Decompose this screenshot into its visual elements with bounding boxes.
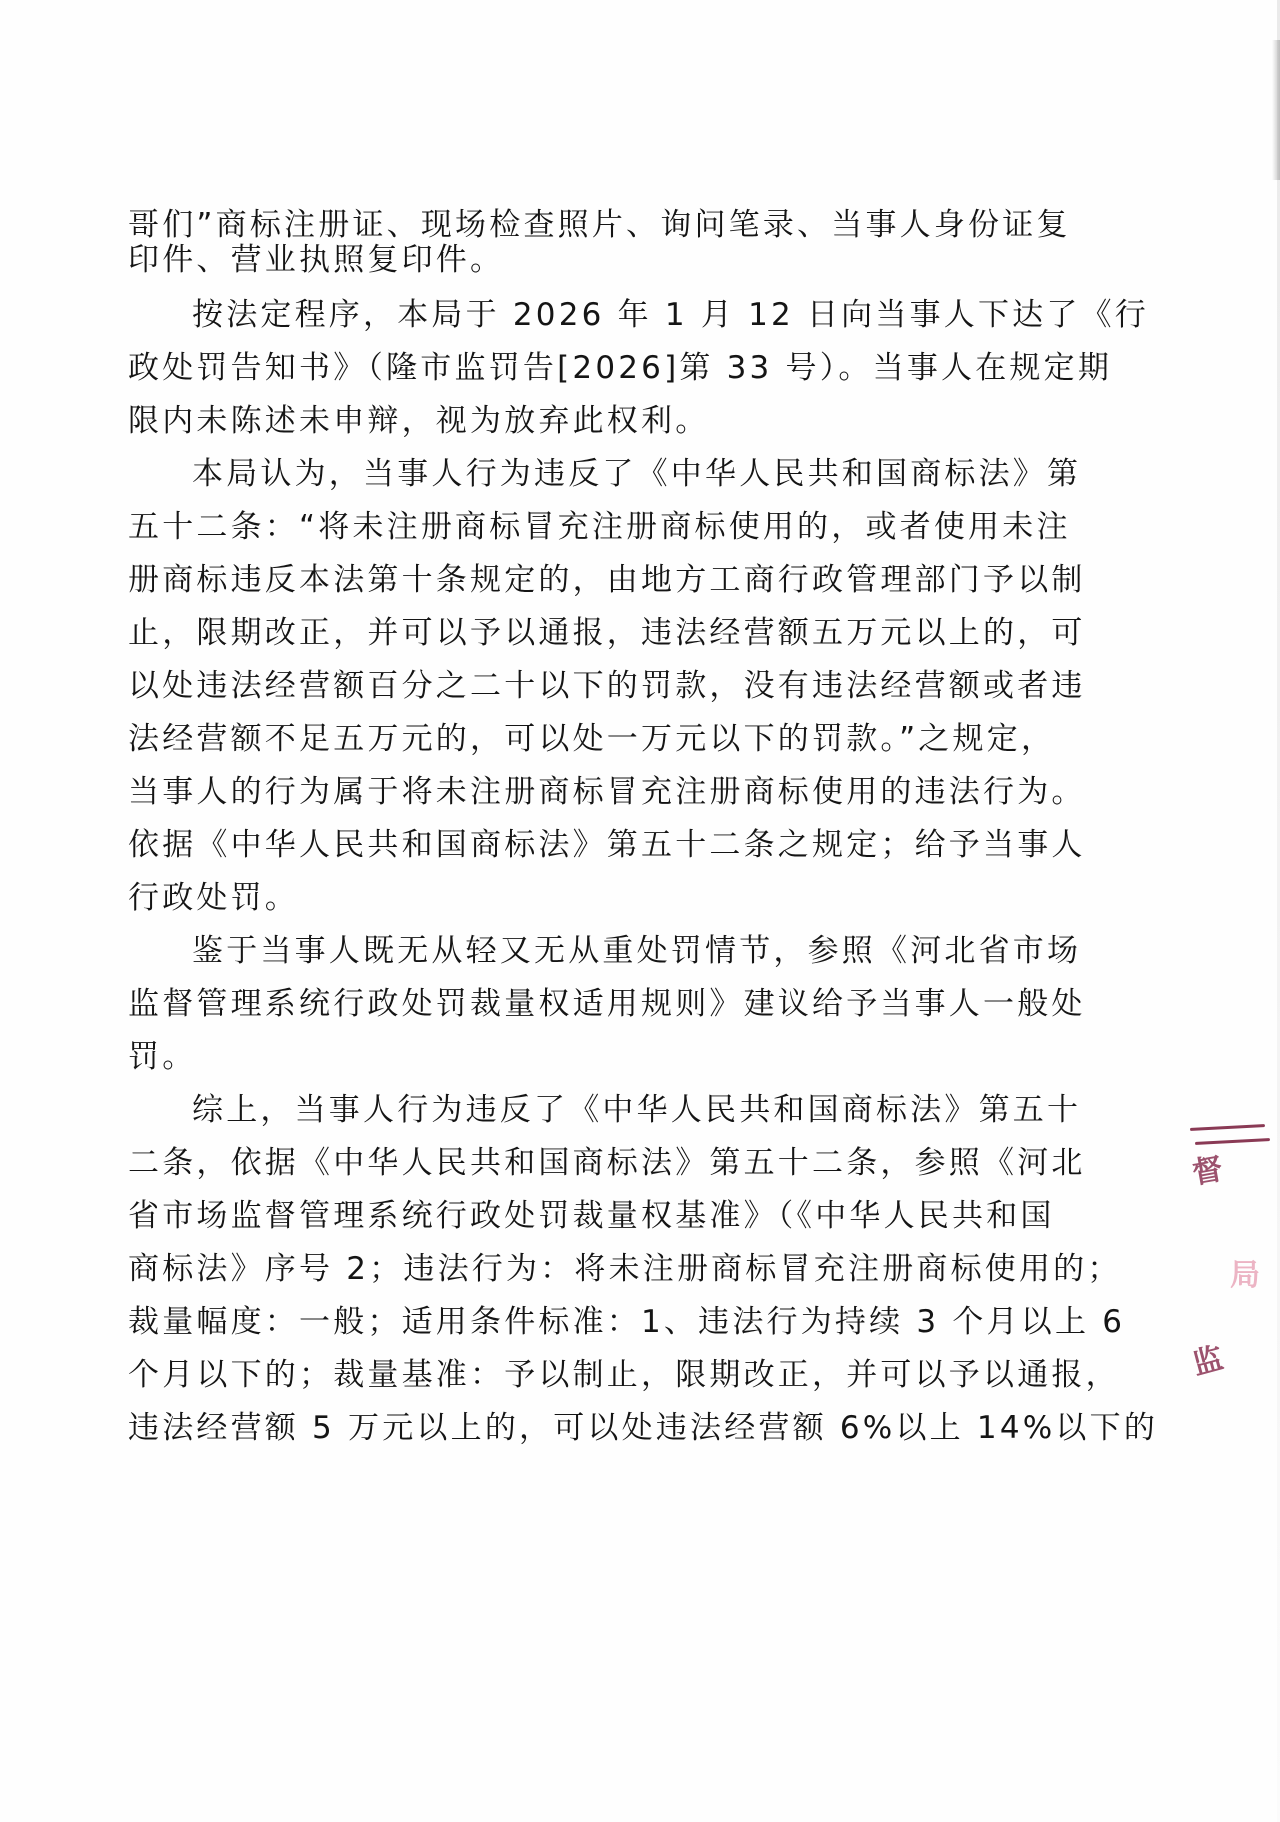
text-line: 止，限期改正，并可以予以通报，违法经营额五万元以上的，可 [128,615,1086,651]
text-line: 册商标违反本法第十条规定的，由地方工商行政管理部门予以制 [128,562,1086,598]
text-line: 违法经营额 5 万元以上的，可以处违法经营额 6%以上 14%以下的 [128,1410,1159,1446]
seal-glyph: 督 [1189,1151,1226,1192]
seal-border-arc [1195,1138,1270,1145]
text-line: 个月以下的；裁量基准：予以制止，限期改正，并可以予以通报， [128,1357,1120,1393]
paragraph-start: 按法定程序，本局于 2026 年 1 月 12 日向当事人下达了《行 [192,297,1149,333]
text-line: 哥们”商标注册证、现场检查照片、询问笔录、当事人身份证复 [128,207,1071,243]
text-line: 限内未陈述未申辩，视为放弃此权利。 [128,403,710,439]
text-line: 五十二条：“将未注册商标冒充注册商标使用的，或者使用未注 [128,509,1071,545]
text-line: 监督管理系统行政处罚裁量权适用规则》建议给予当事人一般处 [128,986,1086,1022]
paragraph-start: 综上，当事人行为违反了《中华人民共和国商标法》第五十 [192,1092,1082,1128]
seal-border-arc [1190,1124,1265,1131]
page-fold-shadow [1272,40,1280,180]
text-line: 行政处罚。 [128,880,299,916]
text-line: 法经营额不足五万元的，可以处一万元以下的罚款。”之规定， [128,721,1056,757]
text-line: 省市场监督管理系统行政处罚裁量权基准》（《中华人民共和国 [128,1198,1055,1234]
text-line: 政处罚告知书》（隆市监罚告[2026]第 33 号）。当事人在规定期 [128,350,1113,386]
seal-glyph: 局 [1230,1258,1260,1293]
text-line: 二条，依据《中华人民共和国商标法》第五十二条，参照《河北 [128,1145,1086,1181]
official-seal-stamp [1190,1120,1280,1410]
text-line: 印件、营业执照复印件。 [128,242,505,278]
text-line: 罚。 [128,1039,197,1075]
text-line: 当事人的行为属于将未注册商标冒充注册商标使用的违法行为。 [128,774,1086,810]
text-line: 裁量幅度：一般；适用条件标准：1、违法行为持续 3 个月以上 6 [128,1304,1126,1340]
seal-glyph: 监 [1188,1340,1227,1383]
paragraph-start: 鉴于当事人既无从轻又无从重处罚情节，参照《河北省市场 [192,933,1082,969]
text-line: 商标法》序号 2；违法行为：将未注册商标冒充注册商标使用的； [128,1251,1122,1287]
paragraph-start: 本局认为，当事人行为违反了《中华人民共和国商标法》第 [192,456,1082,492]
text-line: 依据《中华人民共和国商标法》第五十二条之规定；给予当事人 [128,827,1086,863]
text-line: 以处违法经营额百分之二十以下的罚款，没有违法经营额或者违 [128,668,1086,704]
